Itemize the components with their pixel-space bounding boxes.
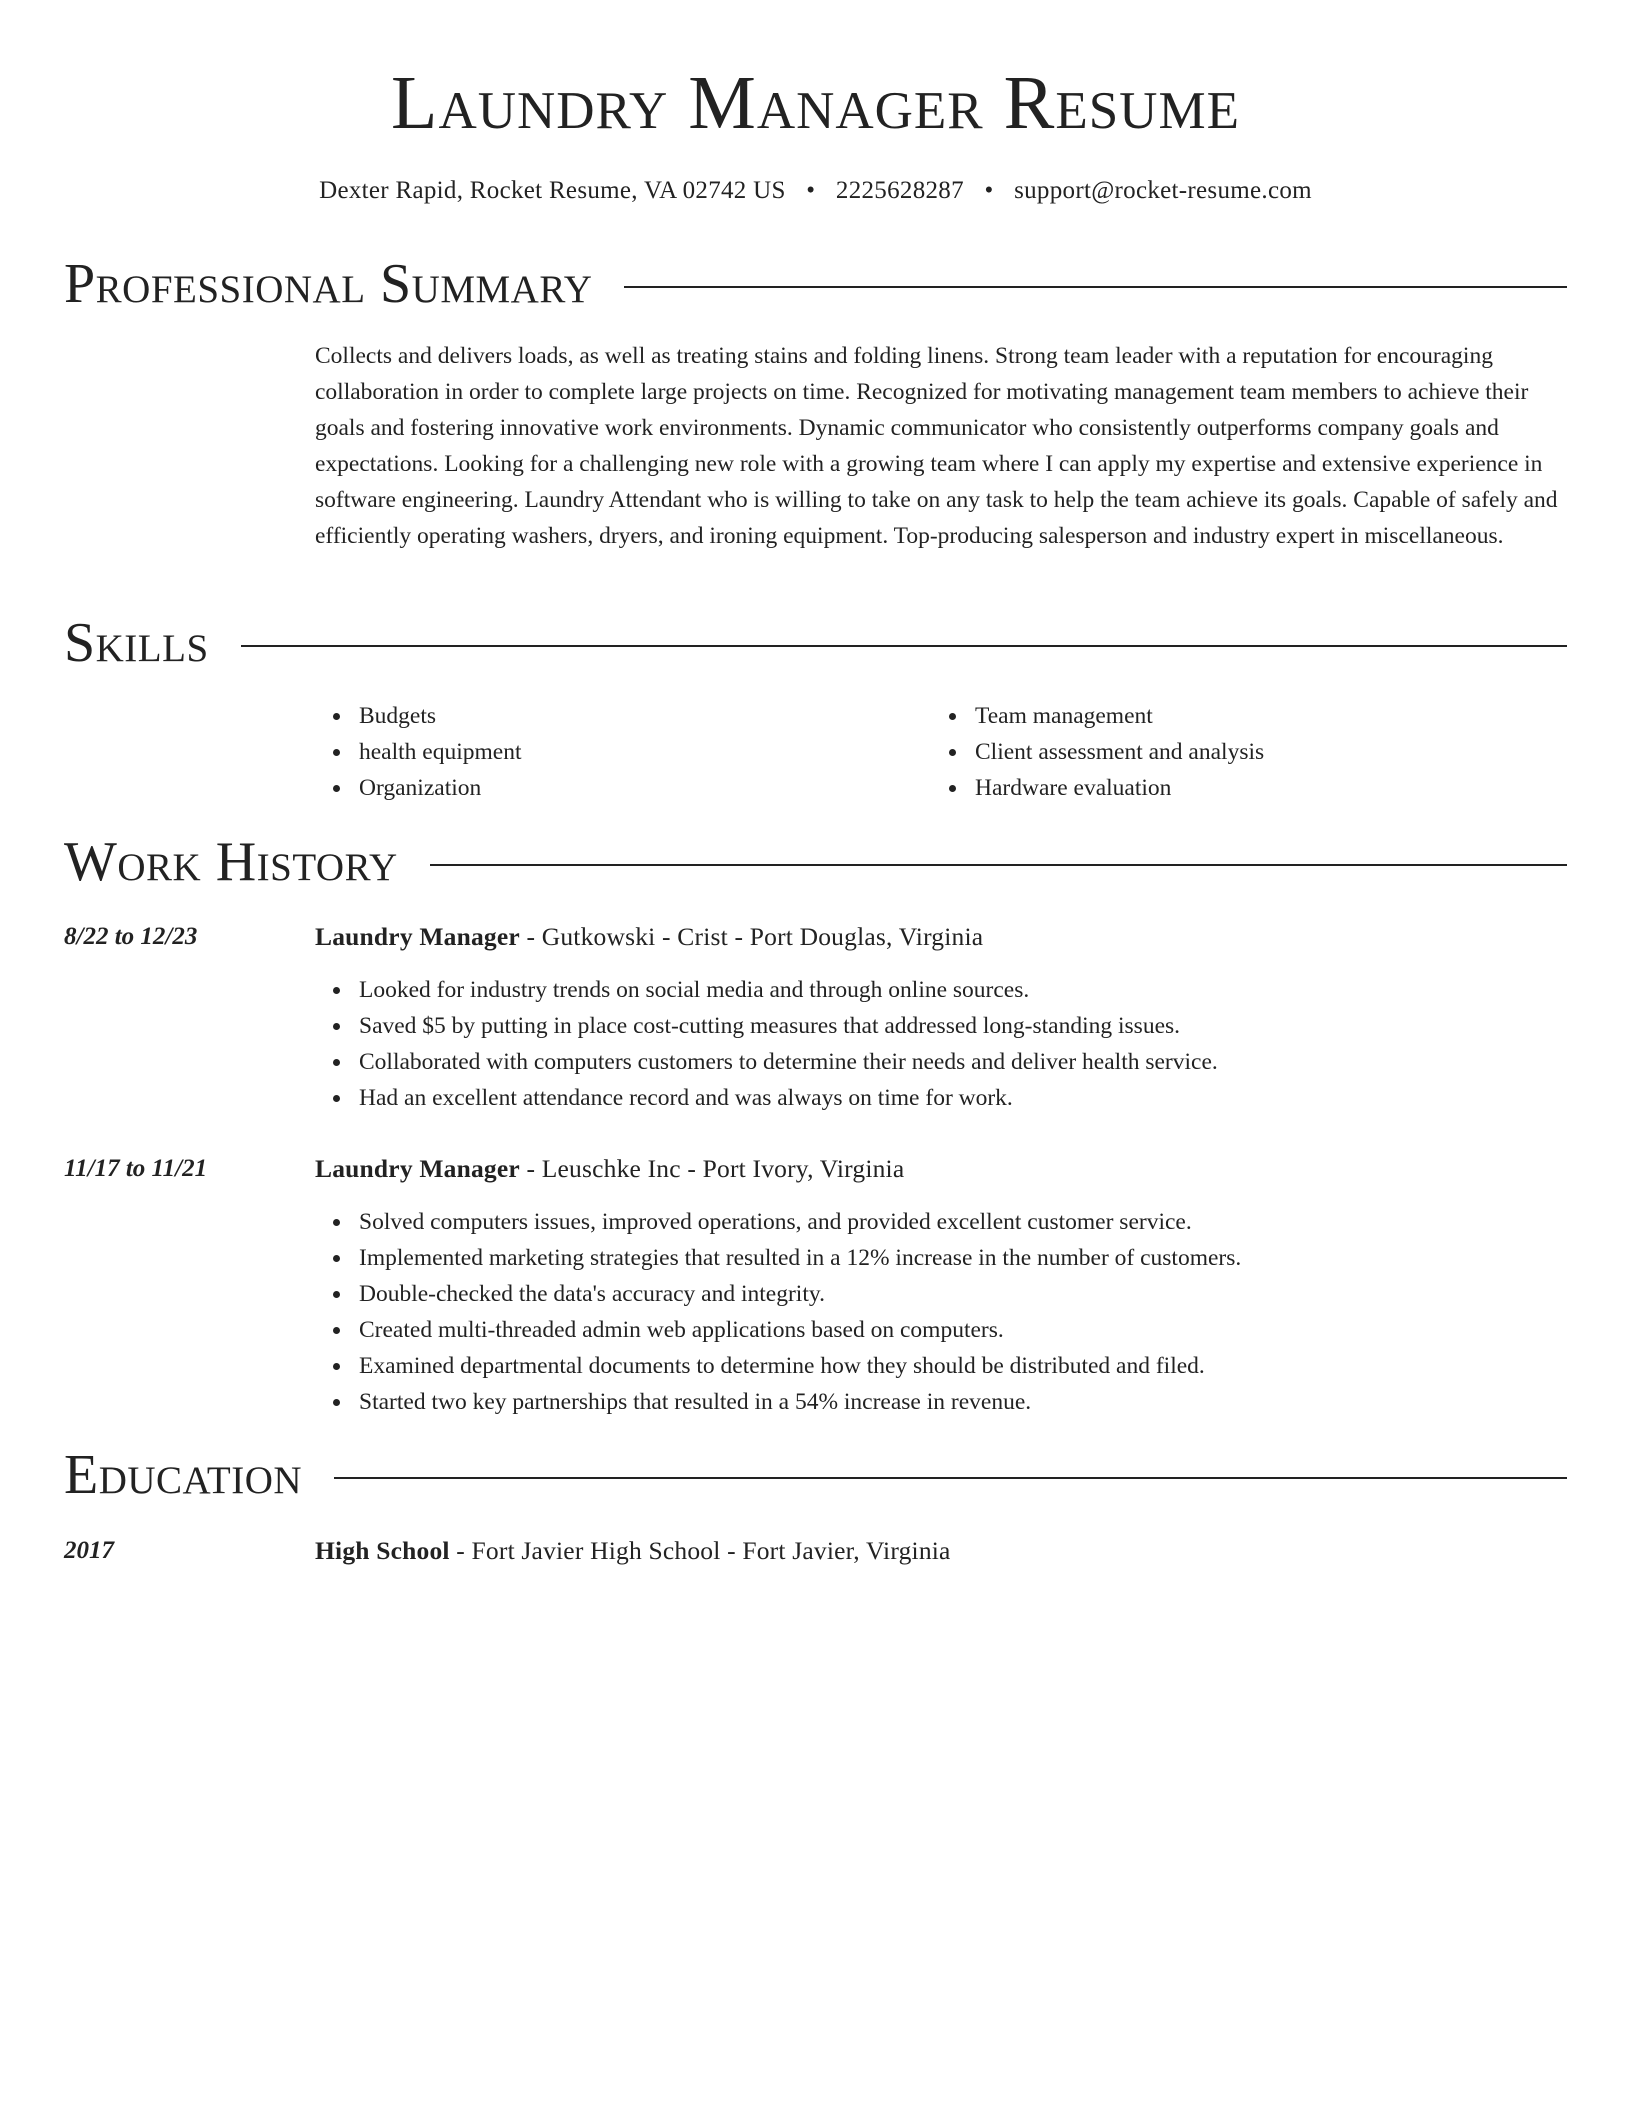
summary-text: Collects and delivers loads, as well as treating stains and folding linens. Strong team leader with a reputation for encouraging collaboration in order to complete large projects on time. Recognized for motivating management team members to achieve their goals and fostering innovative work environments. Dynamic communicator who consistently outperforms company goals and expectations. Looking for a challenging new role with a growing team where I can apply my expertise and extensive experience in software engineering. Laundry Attendant who is willing to take on any task to help the team achieve its goals. Capable of safely and efficiently operating washers, dryers, and ironing equipment. Top-producing salesperson and industry expert in miscellaneous. (315, 343, 1558, 549)
contact-phone: 2225628287 (835, 177, 964, 204)
job-bullet: Saved $5 by putting in place cost-cutting measures that addressed long-standing issues. (315, 1008, 1567, 1044)
job-title: Laundry Manager (315, 1154, 520, 1183)
contact-separator: • (984, 177, 994, 204)
job-dates: 11/17 to 11/21 (64, 1155, 208, 1182)
skill-item: health equipment (315, 734, 931, 770)
job-heading (315, 919, 983, 955)
job-bullets (315, 1204, 1567, 1420)
section-divider (334, 1477, 1567, 1479)
contact-separator: • (806, 177, 816, 204)
job-bullet: Solved computers issues, improved operations, and provided excellent customer service. (315, 1204, 1567, 1240)
job-bullets (315, 972, 1567, 1116)
contact-address: Dexter Rapid, Rocket Resume, VA 02742 US (319, 177, 786, 204)
section-header-skills (64, 611, 1567, 675)
job-bullet: Implemented marketing strategies that resulted in a 12% increase in the number of customers. (315, 1240, 1567, 1276)
resume-title: Laundry Manager Resume (391, 61, 1240, 145)
job-bullet: Created multi-threaded admin web applications based on computers. (315, 1312, 1567, 1348)
job-dates: 8/22 to 12/23 (64, 923, 198, 950)
contact-line (64, 174, 1567, 208)
section-header-education (64, 1443, 1567, 1507)
skill-item: Organization (315, 770, 931, 806)
job-details: - Leuschke Inc - Port Ivory, Virginia (519, 1154, 905, 1183)
skill-item: Team management (931, 698, 1547, 734)
section-divider (241, 645, 1567, 647)
section-title-work: Work History (64, 831, 398, 893)
section-header-summary (64, 252, 1567, 316)
job-bullet: Double-checked the data's accuracy and integrity. (315, 1276, 1567, 1312)
skill-item: Client assessment and analysis (931, 734, 1547, 770)
section-divider (624, 286, 1567, 288)
education-year: 2017 (64, 1537, 114, 1564)
section-title-summary: Professional Summary (64, 253, 593, 315)
job-bullet: Had an excellent attendance record and was always on time for work. (315, 1080, 1567, 1116)
skills-list-left (315, 698, 931, 806)
job-heading (315, 1151, 904, 1187)
job-bullet: Looked for industry trends on social media and through online sources. (315, 972, 1567, 1008)
section-title-education: Education (64, 1444, 303, 1506)
skills-list-right (931, 698, 1547, 806)
contact-email[interactable]: support@rocket-resume.com (1014, 177, 1312, 204)
job-details: - Gutkowski - Crist - Port Douglas, Virginia (519, 922, 984, 951)
job-title: Laundry Manager (315, 922, 520, 951)
section-divider (430, 864, 1567, 866)
education-details: - Fort Javier High School - Fort Javier, Virginia (449, 1536, 951, 1565)
education-heading (315, 1533, 951, 1569)
job-bullet: Collaborated with computers customers to determine their needs and deliver health service. (315, 1044, 1567, 1080)
section-header-work (64, 830, 1567, 894)
skill-item: Budgets (315, 698, 931, 734)
job-bullet: Examined departmental documents to determine how they should be distributed and filed. (315, 1348, 1567, 1384)
skill-item: Hardware evaluation (931, 770, 1547, 806)
section-title-skills: Skills (64, 612, 209, 674)
education-degree: High School (315, 1536, 450, 1565)
job-bullet: Started two key partnerships that resulted in a 54% increase in revenue. (315, 1384, 1567, 1420)
